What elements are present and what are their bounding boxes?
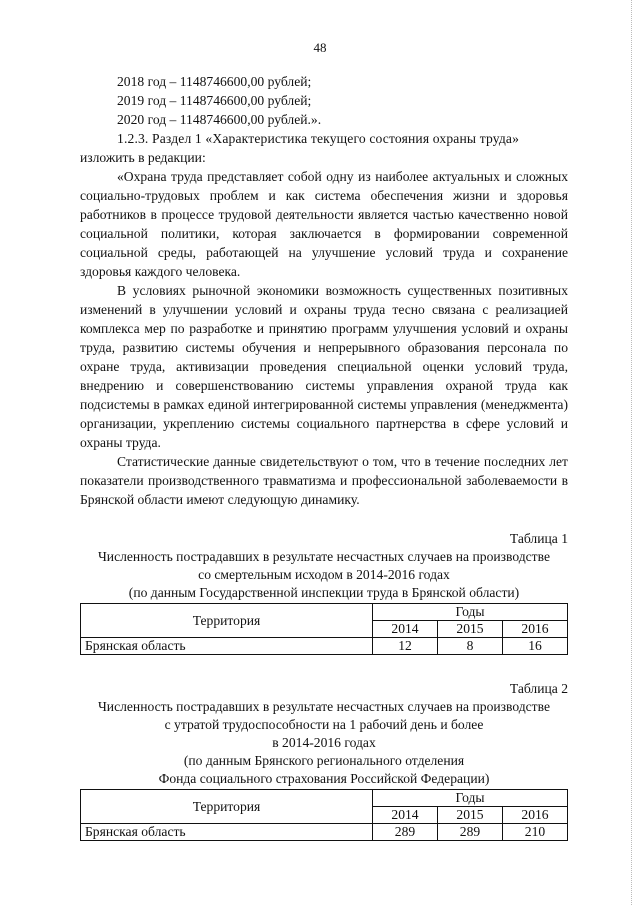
table2-title-line: Численность пострадавших в результате несчастных случаев на производстве [97,699,551,714]
table-row [81,824,568,841]
table2-header-years: Годы [373,790,568,807]
budget-line-2019: 2019 год – 1148746600,00 рублей; [117,93,312,108]
table1-title-line: со смертельным исходом в 2014-2016 годах [198,567,450,582]
paragraph-statistics [80,452,568,509]
table1-title [80,548,568,602]
scan-edge-marks [629,0,632,905]
table2-header-territory: Территория [81,790,373,824]
table2-year: 2015 [438,807,503,824]
table1-title-line: (по данным Государственной инспекции труда в Брянской области) [128,585,520,600]
paragraph-market-conditions [80,281,568,452]
table1-year: 2015 [438,621,503,638]
table2-label: Таблица 2 [509,681,568,696]
paragraph-labor-protection-text: «Охрана труда представляет собой одну из наиболее актуальных и сложных социально-трудовых проблем и как система обеспечения жизни и здоровья работников в процессе трудовой деятельности является частью качественно новой социальной политики, которая заключается в формировании современной социальной среды, работающей на улучшение условий труда и сохранение здоровья каждого человека. [80,169,568,279]
table2-title-line: Фонда социального страхования Российской Федерации) [158,771,490,786]
budget-line-2020: 2020 год – 1148746600,00 рублей.». [117,112,322,127]
table2-title-line: в 2014-2016 годах [272,735,376,750]
table2-value: 289 [373,824,438,841]
table2-row-label: Брянская область [81,824,373,841]
table-row [81,638,568,655]
table1-year: 2014 [373,621,438,638]
table1-value: 12 [373,638,438,655]
section-instruction-tail: изложить в редакции: [80,150,206,165]
table2-value: 210 [503,824,568,841]
table1-label: Таблица 1 [509,531,568,546]
table1-row-label: Брянская область [81,638,373,655]
table2-title-line: с утратой трудоспособности на 1 рабочий день и более [164,717,484,732]
budget-line-2018: 2018 год – 1148746600,00 рублей; [117,74,312,89]
table2-title-line: (по данным Брянского регионального отделения [183,753,465,768]
paragraph-labor-protection [80,167,568,281]
paragraph-market-conditions-text: В условиях рыночной экономики возможность существенных позитивных изменений в улучшении условий и охраны труда тесно связана с реализацией комплекса мер по разработке и принятию программ улучшения условий и охраны труда, развитию системы обучения и непрерывного образования персонала по охране труда, активизации проведения специальной оценки условий труда, внедрению и совершенствованию системы управления охраной труда как подсистемы в рамках единой интегрированной системы управления (менеджмента) организации, укреплению системы социального партнерства в сфере условий и охраны труда. [80,283,568,450]
page-number: 48 [313,40,327,55]
table1-year: 2016 [503,621,568,638]
table1-header-territory: Территория [81,604,373,638]
table2-value: 289 [438,824,503,841]
table2-title [80,698,568,788]
table1-value: 8 [438,638,503,655]
table1-title-line: Численность пострадавших в результате несчастных случаев на производстве [97,549,551,564]
table2-year: 2016 [503,807,568,824]
paragraph-statistics-text: Статистические данные свидетельствуют о том, что в течение последних лет показатели производственного травматизма и профессиональной заболеваемости в Брянской области имеют следующую динамику. [80,454,568,507]
table1 [80,603,568,655]
section-instruction: 1.2.3. Раздел 1 «Характеристика текущего состояния охраны труда» [117,131,520,146]
table2-year: 2014 [373,807,438,824]
table1-value: 16 [503,638,568,655]
table1-header-years: Годы [373,604,568,621]
document-body [80,72,568,841]
table2 [80,789,568,841]
